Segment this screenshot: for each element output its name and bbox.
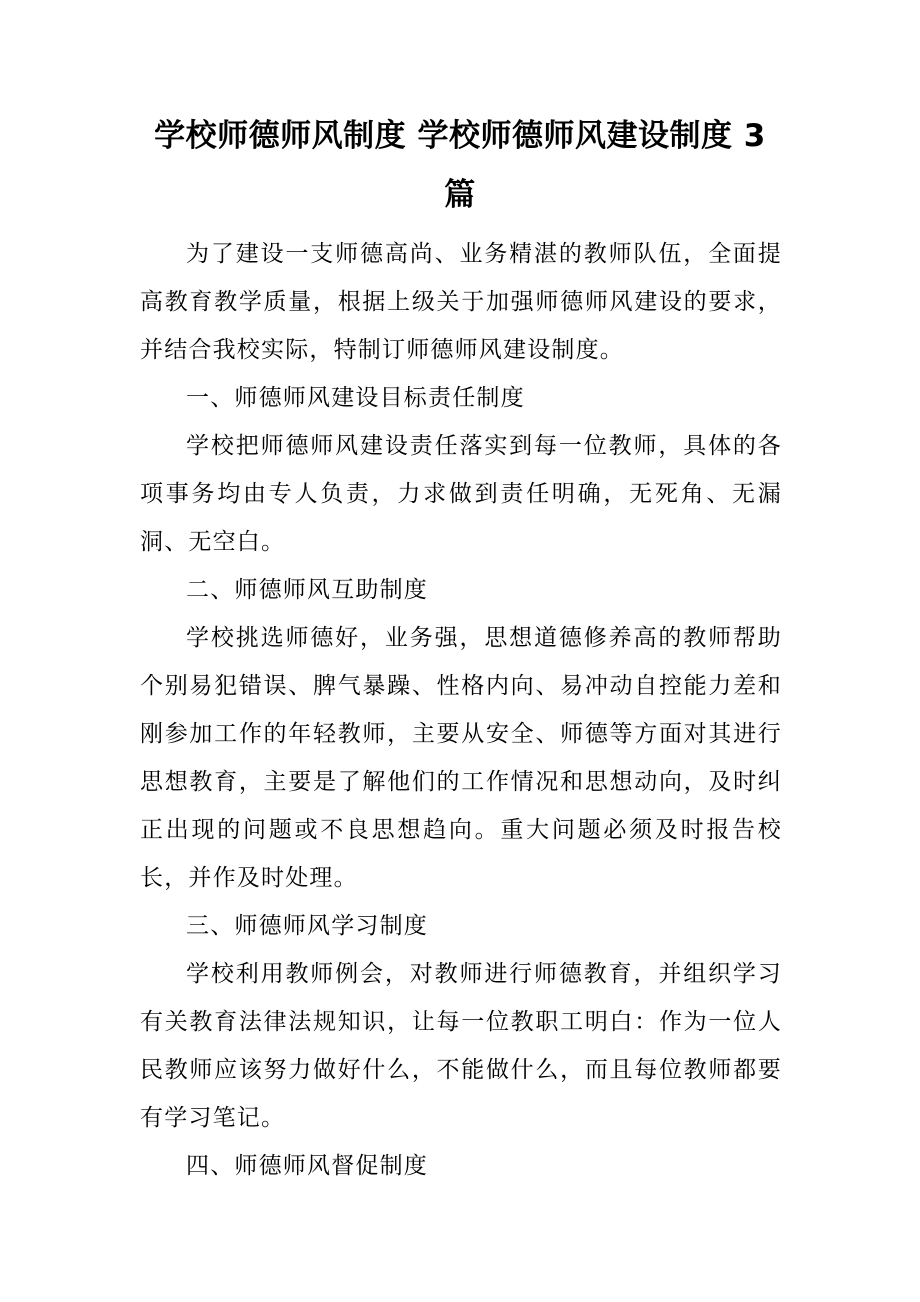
document-body: [140, 230, 782, 1190]
intro-paragraph: 为了建设一支师德高尚、业务精湛的教师队伍，全面提高教育教学质量，根据上级关于加强师德师风建设的要求，并结合我校实际，特制订师德师风建设制度。: [140, 241, 782, 363]
section-heading-3: 三、师德师风学习制度: [186, 913, 428, 939]
section-heading-1: 一、师德师风建设目标责任制度: [186, 385, 525, 411]
section-paragraph-3: 学校利用教师例会，对教师进行师德教育，并组织学习有关教育法律法规知识，让每一位教职工明白：作为一位人民教师应该努力做好什么，不能做什么，而且每位教师都要有学习笔记。: [140, 961, 782, 1131]
section-heading-2: 二、师德师风互助制度: [186, 577, 428, 603]
section-paragraph-1: 学校把师德师风建设责任落实到每一位教师，具体的各项事务均由专人负责，力求做到责任明确，无死角、无漏洞、无空白。: [140, 433, 782, 555]
section-paragraph-2: 学校挑选师德好，业务强，思想道德修养高的教师帮助个别易犯错误、脾气暴躁、性格内向、易冲动自控能力差和刚参加工作的年轻教师，主要从安全、师德等方面对其进行思想教育，主要是了解他们的工作情况和思想动向，及时纠正出现的问题或不良思想趋向。重大问题必须及时报告校长，并作及时处理。: [140, 625, 782, 891]
section-heading-4: 四、师德师风督促制度: [186, 1153, 428, 1179]
document-title: 学校师德师风制度 学校师德师风建设制度 3 篇: [154, 118, 766, 213]
